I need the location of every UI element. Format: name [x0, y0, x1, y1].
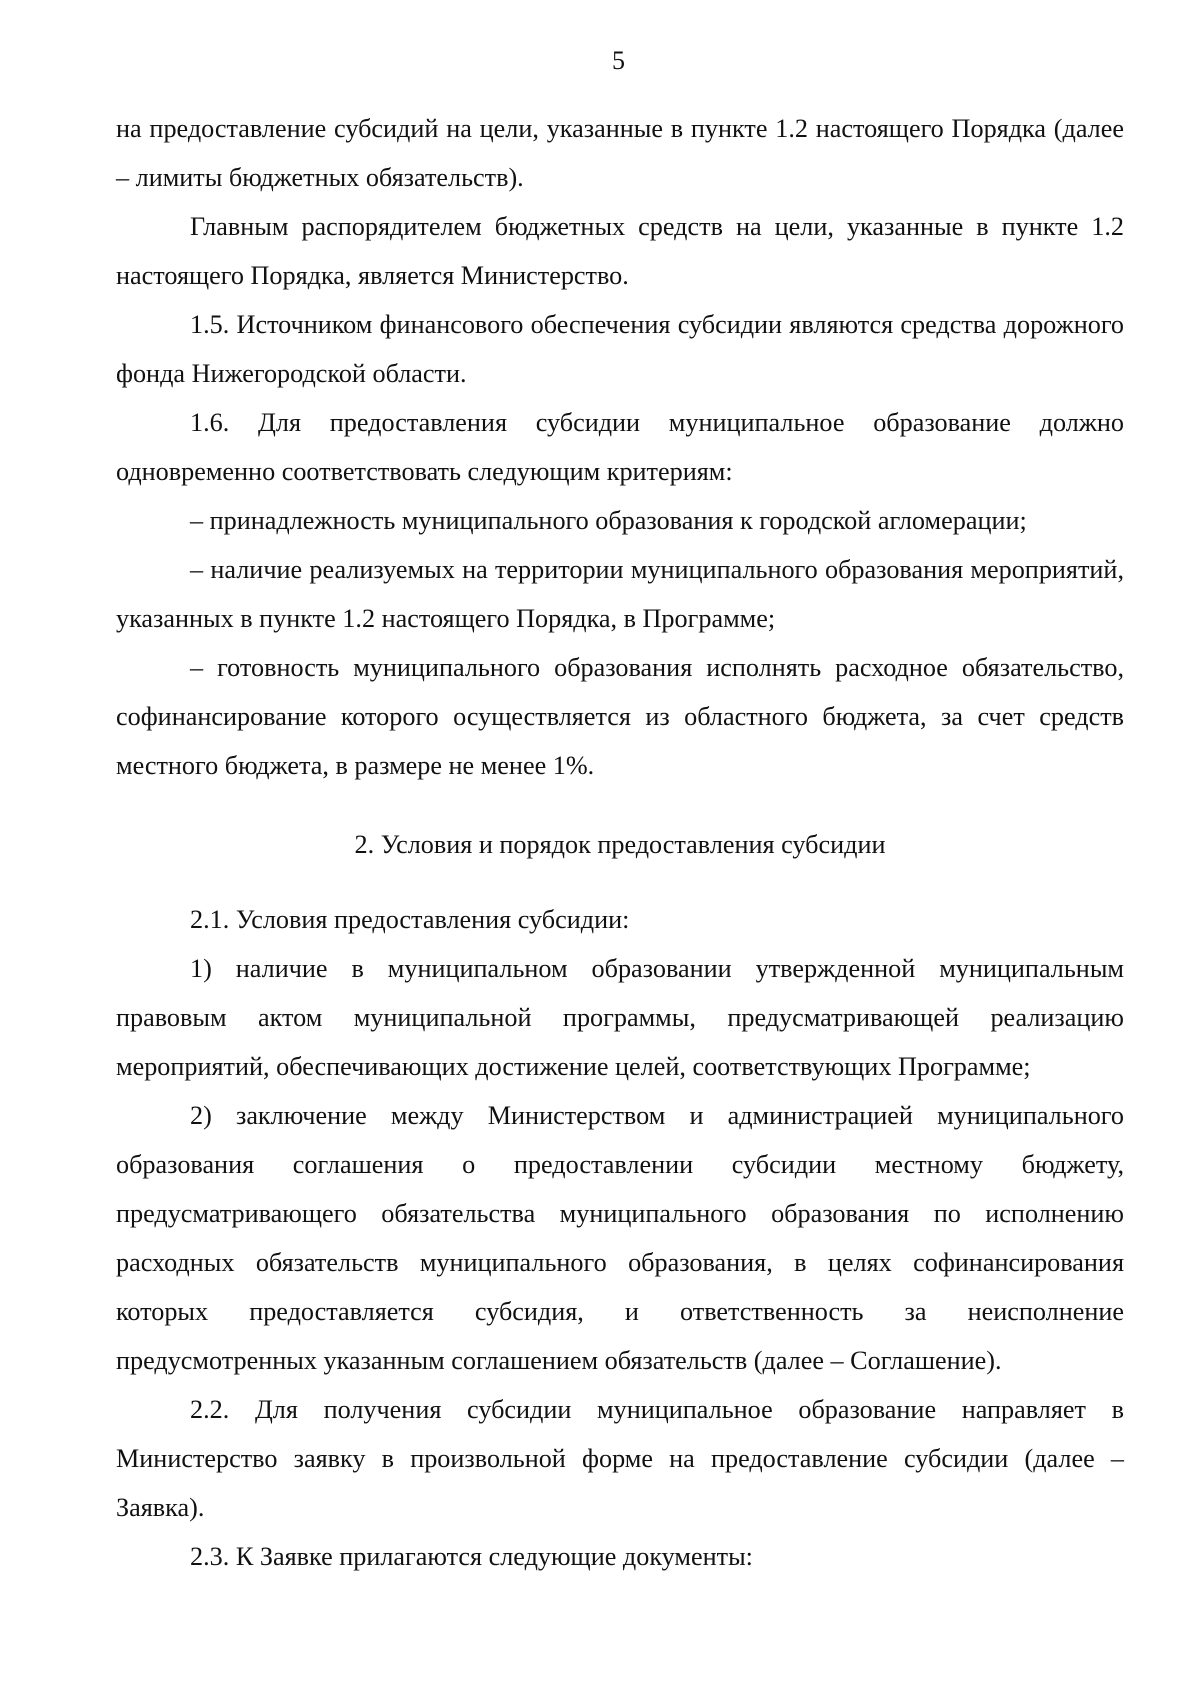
- document-body: [116, 104, 1124, 1581]
- page-number: 5: [612, 46, 625, 75]
- paragraph-2-1: 2.1. Условия предоставления субсидии:: [190, 905, 630, 934]
- paragraph-chief-administrator: Главным распорядителем бюджетных средств на цели, указанные в пункте 1.2 настоящего Порядка, является Министерство.: [116, 212, 1124, 290]
- paragraph-1-5: 1.5. Источником финансового обеспечения субсидии являются средства дорожного фонда Нижегородской области.: [116, 310, 1124, 388]
- criteria-item-agglomeration: – принадлежность муниципального образования к городской агломерации;: [190, 506, 1027, 535]
- condition-item-2: 2) заключение между Министерством и администрацией муниципального образования соглашения о предоставлении субсидии местному бюджету, предусматривающего обязательства муниципального образования по исполнению расходных обязательств муниципального образования, в целях софинансирования которых предоставляется субсидия, и ответственность за неисполнение предусмотренных указанным соглашением обязательств (далее – Соглашение).: [116, 1101, 1124, 1375]
- paragraph-continuation: на предоставление субсидий на цели, указанные в пункте 1.2 настоящего Порядка (далее – лимиты бюджетных обязательств).: [116, 114, 1124, 192]
- criteria-item-activities: – наличие реализуемых на территории муниципального образования мероприятий, указанных в пункте 1.2 настоящего Порядка, в Программе;: [116, 555, 1124, 633]
- paragraph-2-2: 2.2. Для получения субсидии муниципальное образование направляет в Министерство заявку в произвольной форме на предоставление субсидии (далее – Заявка).: [116, 1395, 1124, 1522]
- condition-item-1: 1) наличие в муниципальном образовании утвержденной муниципальным правовым актом муниципальной программы, предусматривающей реализацию мероприятий, обеспечивающих достижение целей, соответствующих Программе;: [116, 954, 1124, 1081]
- section-heading: 2. Условия и порядок предоставления субсидии: [354, 830, 886, 859]
- paragraph-1-6: 1.6. Для предоставления субсидии муниципальное образование должно одновременно соответствовать следующим критериям:: [116, 408, 1124, 486]
- criteria-item-readiness: – готовность муниципального образования исполнять расходное обязательство, софинансирование которого осуществляется из областного бюджета, за счет средств местного бюджета, в размере не менее 1%.: [116, 653, 1124, 780]
- paragraph-2-3: 2.3. К Заявке прилагаются следующие документы:: [190, 1542, 753, 1571]
